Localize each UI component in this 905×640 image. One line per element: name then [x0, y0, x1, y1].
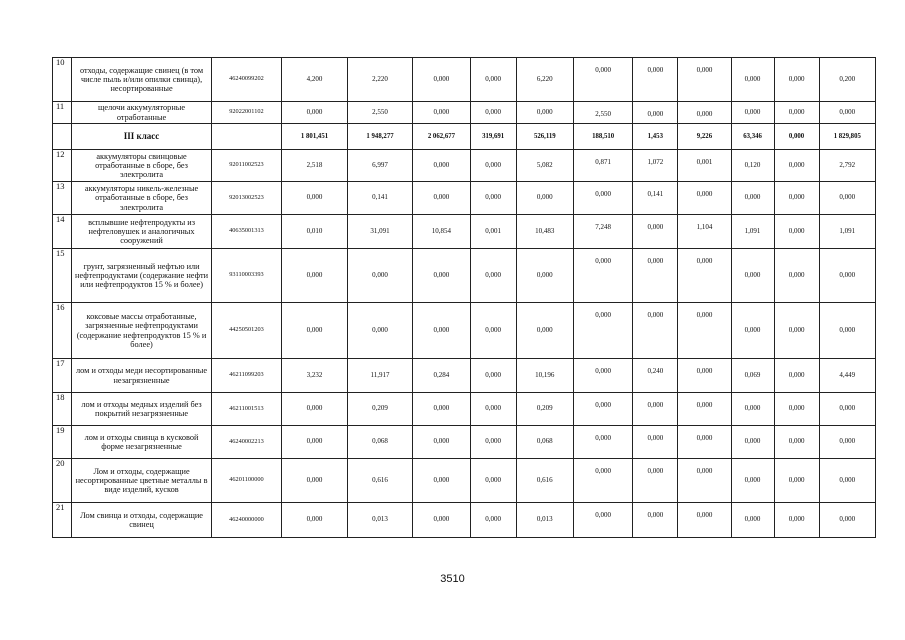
value-cell: 2,518 — [282, 150, 348, 182]
value-cell: 0,000 — [470, 393, 516, 426]
value-cell: 0,068 — [516, 426, 573, 459]
value-cell: 319,691 — [470, 124, 516, 150]
value-cell: 0,141 — [633, 182, 678, 215]
value-cell: 0,000 — [413, 58, 470, 102]
value-cell: 0,000 — [282, 393, 348, 426]
value-cell: 1,091 — [819, 215, 875, 249]
waste-table — [52, 57, 876, 538]
value-cell: 0,069 — [731, 359, 774, 393]
value-cell: 0,000 — [282, 459, 348, 503]
waste-name: аккумуляторы свинцовые отработанные в сборе, без электролита — [72, 150, 211, 182]
value-cell: 0,000 — [470, 503, 516, 538]
value-cell: 0,000 — [347, 249, 413, 303]
table-row — [53, 393, 876, 426]
fkko-code: 46240002213 — [211, 426, 282, 459]
value-cell: 63,346 — [731, 124, 774, 150]
row-number — [53, 124, 72, 150]
value-cell: 0,209 — [347, 393, 413, 426]
fkko-code: 44250501203 — [211, 303, 282, 359]
value-cell: 0,000 — [774, 426, 819, 459]
value-cell: 0,000 — [731, 249, 774, 303]
row-number: 15 — [53, 249, 72, 303]
value-cell: 0,000 — [633, 426, 678, 459]
waste-name: Лом и отходы, содержащие несортированные цветные металлы в виде изделий, кусков — [72, 459, 211, 503]
value-cell: 0,000 — [819, 459, 875, 503]
value-cell: 0,000 — [731, 459, 774, 503]
value-cell: 0,000 — [731, 426, 774, 459]
value-cell: 0,000 — [774, 303, 819, 359]
value-cell: 31,091 — [347, 215, 413, 249]
fkko-code: 93110003393 — [211, 249, 282, 303]
value-cell: 0,000 — [819, 102, 875, 124]
value-cell: 0,000 — [413, 102, 470, 124]
value-cell: 0,000 — [819, 393, 875, 426]
table-row — [53, 503, 876, 538]
value-cell: 0,000 — [774, 459, 819, 503]
waste-name: щелочи аккумуляторные отработанные — [72, 102, 211, 124]
value-cell: 0,000 — [470, 249, 516, 303]
row-number: 17 — [53, 359, 72, 393]
value-cell: 7,248 — [573, 215, 632, 249]
waste-name: коксовые массы отработанные, загрязненные нефтепродуктами (содержание нефтепродуктов 15 % и более) — [72, 303, 211, 359]
value-cell: 0,068 — [347, 426, 413, 459]
value-cell: 0,000 — [516, 303, 573, 359]
value-cell: 0,000 — [819, 303, 875, 359]
value-cell: 0,000 — [633, 102, 678, 124]
value-cell: 0,000 — [678, 58, 731, 102]
fkko-code: 92013002523 — [211, 182, 282, 215]
fkko-code: 46211099203 — [211, 359, 282, 393]
waste-name: грунт, загрязненный нефтью или нефтепродуктами (содержание нефти или нефтепродуктов 15 % и более) — [72, 249, 211, 303]
waste-name: лом и отходы медных изделий без покрытий незагрязненные — [72, 393, 211, 426]
value-cell: 0,000 — [573, 426, 632, 459]
value-cell: 4,449 — [819, 359, 875, 393]
value-cell: 11,917 — [347, 359, 413, 393]
value-cell: 0,871 — [573, 150, 632, 182]
value-cell: 1,453 — [633, 124, 678, 150]
value-cell: 4,200 — [282, 58, 348, 102]
value-cell: 0,000 — [731, 303, 774, 359]
table-row — [53, 58, 876, 102]
fkko-code — [211, 124, 282, 150]
value-cell: 0,000 — [819, 426, 875, 459]
value-cell: 0,000 — [633, 58, 678, 102]
value-cell: 0,616 — [347, 459, 413, 503]
value-cell: 0,000 — [774, 503, 819, 538]
value-cell: 0,000 — [731, 503, 774, 538]
fkko-code: 46240099202 — [211, 58, 282, 102]
value-cell: 3,232 — [282, 359, 348, 393]
value-cell: 0,000 — [819, 182, 875, 215]
value-cell: 0,001 — [470, 215, 516, 249]
fkko-code: 40635001313 — [211, 215, 282, 249]
value-cell: 2,220 — [347, 58, 413, 102]
value-cell: 0,000 — [573, 503, 632, 538]
value-cell: 1,091 — [731, 215, 774, 249]
value-cell: 1 948,277 — [347, 124, 413, 150]
value-cell: 0,000 — [573, 359, 632, 393]
value-cell: 0,000 — [774, 215, 819, 249]
value-cell: 0,000 — [413, 182, 470, 215]
value-cell: 0,000 — [573, 58, 632, 102]
fkko-code: 46240000000 — [211, 503, 282, 538]
value-cell: 0,000 — [573, 182, 632, 215]
value-cell: 0,000 — [282, 503, 348, 538]
value-cell: 0,616 — [516, 459, 573, 503]
value-cell: 0,000 — [413, 503, 470, 538]
value-cell: 0,000 — [413, 150, 470, 182]
value-cell: 0,000 — [633, 303, 678, 359]
value-cell: 0,000 — [819, 249, 875, 303]
value-cell: 0,000 — [470, 359, 516, 393]
table-row — [53, 182, 876, 215]
value-cell: 0,000 — [282, 102, 348, 124]
value-cell: 0,000 — [573, 459, 632, 503]
row-number: 21 — [53, 503, 72, 538]
row-number: 14 — [53, 215, 72, 249]
value-cell: 0,000 — [347, 303, 413, 359]
fkko-code: 46201100000 — [211, 459, 282, 503]
value-cell: 0,000 — [774, 393, 819, 426]
row-number: 20 — [53, 459, 72, 503]
value-cell: 0,000 — [470, 150, 516, 182]
value-cell: 0,000 — [516, 249, 573, 303]
value-cell: 0,000 — [573, 249, 632, 303]
value-cell: 10,854 — [413, 215, 470, 249]
value-cell: 0,000 — [774, 150, 819, 182]
value-cell: 0,000 — [282, 249, 348, 303]
value-cell: 0,000 — [678, 393, 731, 426]
value-cell: 526,119 — [516, 124, 573, 150]
value-cell: 0,000 — [678, 303, 731, 359]
value-cell: 0,000 — [413, 459, 470, 503]
value-cell: 0,120 — [731, 150, 774, 182]
value-cell: 2 062,677 — [413, 124, 470, 150]
value-cell: 0,000 — [516, 182, 573, 215]
value-cell: 1 829,805 — [819, 124, 875, 150]
value-cell: 0,000 — [470, 102, 516, 124]
value-cell: 10,196 — [516, 359, 573, 393]
row-number: 16 — [53, 303, 72, 359]
value-cell: 0,000 — [678, 182, 731, 215]
value-cell: 0,000 — [678, 249, 731, 303]
value-cell: 6,997 — [347, 150, 413, 182]
value-cell: 0,000 — [470, 58, 516, 102]
value-cell: 0,000 — [774, 102, 819, 124]
value-cell: 0,000 — [413, 393, 470, 426]
value-cell: 0,000 — [470, 426, 516, 459]
row-number: 11 — [53, 102, 72, 124]
value-cell: 0,000 — [470, 459, 516, 503]
value-cell: 0,240 — [633, 359, 678, 393]
value-cell: 0,000 — [678, 102, 731, 124]
value-cell: 0,000 — [282, 182, 348, 215]
waste-name: лом и отходы свинца в кусковой форме незагрязненные — [72, 426, 211, 459]
table-row — [53, 426, 876, 459]
value-cell: 0,284 — [413, 359, 470, 393]
table-row — [53, 249, 876, 303]
waste-name: аккумуляторы никель-железные отработанные в сборе, без электролита — [72, 182, 211, 215]
value-cell: 1,072 — [633, 150, 678, 182]
value-cell: 0,001 — [678, 150, 731, 182]
value-cell: 2,550 — [573, 102, 632, 124]
value-cell: 10,483 — [516, 215, 573, 249]
value-cell: 0,000 — [470, 182, 516, 215]
value-cell: 2,792 — [819, 150, 875, 182]
page-number: 3510 — [440, 573, 465, 585]
waste-name: отходы, содержащие свинец (в том числе пыль и/или опилки свинца), несортированные — [72, 58, 211, 102]
value-cell: 0,000 — [633, 215, 678, 249]
fkko-code: 92011002523 — [211, 150, 282, 182]
value-cell: 0,000 — [413, 249, 470, 303]
value-cell: 0,000 — [633, 393, 678, 426]
table-row — [53, 215, 876, 249]
table-row — [53, 359, 876, 393]
value-cell: 0,000 — [678, 459, 731, 503]
value-cell: 0,013 — [516, 503, 573, 538]
value-cell: 0,000 — [282, 426, 348, 459]
value-cell: 0,010 — [282, 215, 348, 249]
row-number: 12 — [53, 150, 72, 182]
value-cell: 0,000 — [516, 102, 573, 124]
fkko-code: 92022001102 — [211, 102, 282, 124]
row-number: 13 — [53, 182, 72, 215]
value-cell: 0,000 — [282, 303, 348, 359]
value-cell: 0,141 — [347, 182, 413, 215]
table-row — [53, 459, 876, 503]
fkko-code: 46211001513 — [211, 393, 282, 426]
value-cell: 0,000 — [774, 249, 819, 303]
value-cell: 0,000 — [413, 426, 470, 459]
value-cell: 2,550 — [347, 102, 413, 124]
row-number: 19 — [53, 426, 72, 459]
table-row — [53, 102, 876, 124]
value-cell: 188,510 — [573, 124, 632, 150]
value-cell: 0,209 — [516, 393, 573, 426]
value-cell: 0,000 — [678, 426, 731, 459]
value-cell: 1,104 — [678, 215, 731, 249]
value-cell: 0,000 — [633, 503, 678, 538]
waste-name: III класс — [72, 124, 211, 150]
value-cell: 0,000 — [573, 303, 632, 359]
value-cell: 0,000 — [774, 359, 819, 393]
waste-name: лом и отходы меди несортированные незагрязненные — [72, 359, 211, 393]
value-cell: 0,000 — [678, 359, 731, 393]
value-cell: 0,000 — [470, 303, 516, 359]
class-subtotal-row — [53, 124, 876, 150]
value-cell: 1 801,451 — [282, 124, 348, 150]
value-cell: 0,000 — [819, 503, 875, 538]
value-cell: 0,000 — [774, 124, 819, 150]
value-cell: 0,013 — [347, 503, 413, 538]
value-cell: 0,000 — [731, 102, 774, 124]
row-number: 18 — [53, 393, 72, 426]
value-cell: 0,000 — [774, 182, 819, 215]
value-cell: 0,000 — [731, 182, 774, 215]
waste-name: всплывшие нефтепродукты из нефтеловушек и аналогичных сооружений — [72, 215, 211, 249]
value-cell: 0,000 — [731, 393, 774, 426]
value-cell: 5,082 — [516, 150, 573, 182]
value-cell: 0,000 — [774, 58, 819, 102]
value-cell: 0,000 — [731, 58, 774, 102]
value-cell: 0,000 — [633, 459, 678, 503]
waste-name: Лом свинца и отходы, содержащие свинец — [72, 503, 211, 538]
row-number: 10 — [53, 58, 72, 102]
table-row — [53, 303, 876, 359]
value-cell: 0,000 — [413, 303, 470, 359]
value-cell: 0,200 — [819, 58, 875, 102]
value-cell: 6,220 — [516, 58, 573, 102]
value-cell: 0,000 — [633, 249, 678, 303]
value-cell: 9,226 — [678, 124, 731, 150]
value-cell: 0,000 — [573, 393, 632, 426]
value-cell: 0,000 — [678, 503, 731, 538]
table-row — [53, 150, 876, 182]
